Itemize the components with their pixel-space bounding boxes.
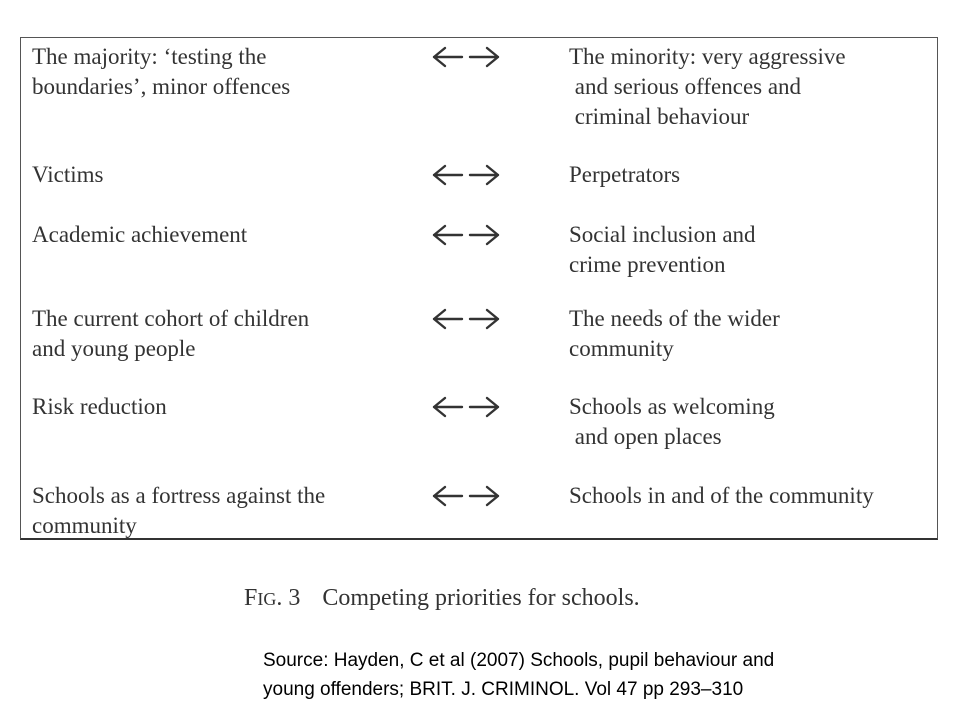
priority-right: Schools in and of the community [569,483,874,508]
figure-label: FIG. 3 [244,585,301,611]
priority-left: Schools as a fortress against the community [32,483,326,538]
source-citation [263,646,774,704]
figure-box [20,37,938,540]
priority-right: Schools as welcoming and open places [569,394,775,449]
figure-caption [244,585,640,612]
priority-left: Risk reduction [32,394,167,419]
priority-left: Victims [32,162,104,187]
priority-left: The current cohort of children and young people [32,306,310,361]
priority-right: Social inclusion and crime prevention [569,222,756,277]
source-line-2: young offenders; BRIT. J. CRIMINOL. Vol 47 pp 293–310 [263,679,744,700]
bidirectional-arrow-icon [431,42,501,72]
priority-right: The minority: very aggressive and serious offences and criminal behaviour [569,44,846,129]
priority-left: Academic achievement [32,222,248,247]
bidirectional-arrow-icon [431,392,501,422]
bidirectional-arrow-icon [431,160,501,190]
bidirectional-arrow-icon [431,220,501,250]
caption-text: Competing priorities for schools. [322,585,640,611]
priority-right: Perpetrators [569,162,681,187]
bidirectional-arrow-icon [431,481,501,511]
priority-right: The needs of the wider community [569,306,780,361]
source-line-1: Source: Hayden, C et al (2007) Schools, pupil behaviour and [263,650,775,671]
priority-left: The majority: ‘testing the boundaries’, minor offences [32,44,291,99]
bidirectional-arrow-icon [431,304,501,334]
